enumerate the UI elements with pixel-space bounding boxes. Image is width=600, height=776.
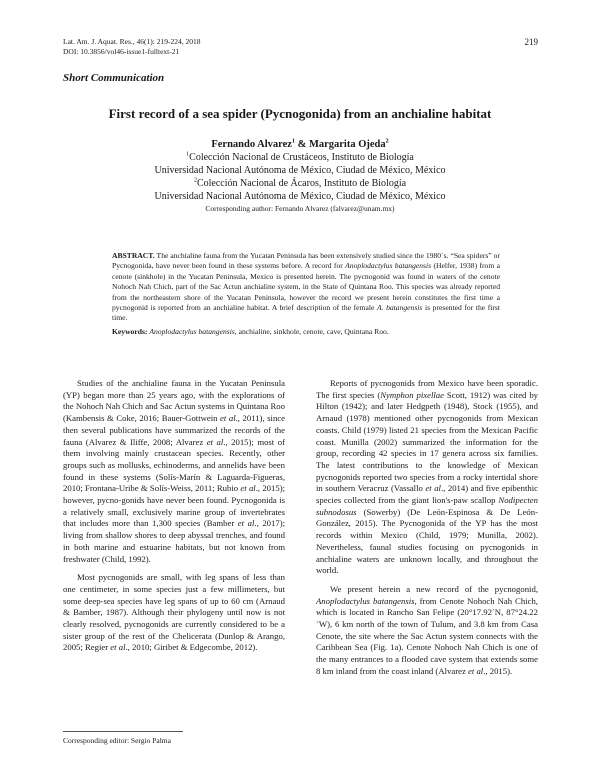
left-column: [63, 378, 285, 661]
author-1-sup: 1: [291, 138, 295, 145]
affiliation-2: [0, 177, 600, 190]
abstract-text: (Helfer, 1938) from a cenote (sinkhole) in the Yucatan Peninsula, Mexico is presented herein. The pycnogonid was found in waters of the cenote Nohoch Nah Chich, part of the Sac Actun anchialine system, in the State of Quintana Roo. This species was already reported from the northeastern shore of the Yucatan Peninsula, however the record we present herein constitutes the first time a pycnogonid is reported from an anchialine habitat. A brief description of the female: [112, 261, 500, 313]
body-text: ., 2010; Giribet & Edgecombe, 2012).: [125, 642, 258, 653]
abstract-species: Anoplodactylus batangensis: [345, 261, 432, 271]
author-block: [0, 138, 600, 214]
body-text: Studies of the anchialine fauna in the Yucatan Peninsula (YP) began more than 25 years ago, with the explorations of the Nohoch Nah Chich and Sac Actun systems in Quintana Roo (Kambensis & Coke, 2016; Bauer-Gottwein: [63, 378, 285, 424]
body-text: ., 2017); living from shallow shores to deep abyssal trenches, and found in both marine and estuarine habitats, but not known from freshwater (Child, 1992).: [63, 518, 285, 564]
right-column: [316, 378, 538, 685]
affiliation-2-line2: Universidad Nacional Autónoma de México, Ciudad de México, México: [154, 191, 446, 202]
body-italic: et al: [468, 665, 484, 676]
body-text: ., 2015).: [483, 665, 513, 676]
body-text: Most pycnogonids are small, with leg spans of less than one centimeter, in some species just a few millimeters, but some deep-sea species have leg spans of up to 60 cm (Arnaud & Bamber, 1987). Although their phylogeny until now is not clearly resolved, pycnogonids are currently considered to be a sister group of the rest of the Chelicerata (Dunlop & Arango, 2005; Regier: [63, 572, 285, 653]
section-label: Short Communication: [63, 72, 165, 84]
body-text: ., 2011), since then several publications have summarized the records of the fauna (Alvarez & Iliffe, 2008; Alvarez: [63, 413, 286, 447]
affiliation-2-sup: 2: [193, 177, 197, 184]
body-text: Scott, 1912) was cited by Hilton (1942); and later Hedgpeth (1948), Stock (1955), and Arnaud (1978) mentioned other pycnogonids from Mexican coasts. Child (1979) listed 21 species from the Mexican Pacific coast. Munilla (2002) summarized the information for the group, recording 42 species in 17 genera across six families. The latest contributions to the knowledge of Mexican pycnogonids reported two species from a rocky intertidal shore in southern Veracruz (Vassallo: [316, 389, 539, 494]
paragraph: [316, 378, 538, 577]
body-text: Reports of pycnogonids from Mexico have been sporadic. The first species (: [316, 378, 538, 400]
paragraph: [63, 378, 285, 565]
affiliation-1: [0, 151, 600, 164]
keywords-label: Keywords:: [112, 327, 150, 336]
abstract-text: is presented for the first time.: [112, 303, 500, 323]
keywords-list: , anchialine, sinkhole, cenote, cave, Quintana Roo.: [234, 327, 389, 336]
journal-volume: Lat. Am. J. Aquat. Res., 46(1): 219-224, 2018: [63, 37, 201, 46]
affiliation-1-line2: Universidad Nacional Autónoma de México, Ciudad de México, México: [154, 165, 446, 176]
body-italic: et al: [110, 642, 126, 653]
body-italic: et al: [240, 483, 256, 494]
affiliation-1-sup: 1: [186, 151, 190, 158]
body-italic: et al: [425, 483, 441, 494]
body-italic: Anoplodactylus batangensis: [316, 595, 415, 606]
paragraph: [63, 572, 285, 654]
journal-citation: [63, 37, 201, 56]
body-italic: et al: [237, 518, 255, 529]
body-text: (Sowerby) (De León-Espinosa & De León-González, 2015). The Pycnogonida of the YP has the most records within Mexico (Child, 1979; Munilla, 2002). Nevertheless, faunal studies focusing on pycnogonids in anchialine waters are unknown locally, and throughout the world.: [316, 506, 538, 576]
abstract-text: The anchialine fauna from the Yucatan Peninsula has been extensively studied since the 1980´s. “Sea spiders” or Pycnogonida, have never been found in these systems before. A record for: [112, 251, 500, 271]
author-line: [0, 138, 600, 151]
abstract-species: A. batangensis: [376, 303, 423, 313]
affiliation-2-line1: Colección Nacional de Ácaros, Instituto de Biología: [196, 178, 407, 189]
body-italic: Nymphon pixellae: [380, 389, 444, 400]
keywords: [112, 327, 500, 337]
author-2-sup: 2: [385, 138, 389, 145]
body-italic: Nodipecten subnodosus: [316, 495, 538, 517]
abstract: [112, 251, 500, 324]
body-text: ., 2015); however, pycno-gonids have never been found. Pycnogonida is a relatively small, exclusively marine group of invertebrates that includes more than 1,300 species (Bamber: [63, 483, 285, 529]
paper-title: First record of a sea spider (Pycnogonida) from an anchialine habitat: [108, 106, 492, 121]
keywords-species: Anoplodactylus batangensis: [149, 327, 235, 336]
doi: DOI: 10.3856/vol46-issue1-fulltext-21: [63, 46, 180, 56]
author-1: Fernando Alvarez: [211, 139, 292, 150]
corresponding-author: Corresponding author: Fernando Alvarez (falvarez@unam.mx): [205, 204, 395, 213]
body-text: ., 2014) and five epibenthic species collected from the giant lion's-paw scallop: [316, 483, 538, 506]
body-text: ., 2015); most of them involving mainly crustacean species. Recently, other groups such as mollusks, echinoderms, and annelids have been found in these systems (Solís-Marín & Laguarda-Figueras, 2010; Frontana-Uribe & Solís-Weiss, 2011; Rubio: [63, 436, 285, 494]
abstract-label: ABSTRACT.: [112, 251, 155, 260]
body-italic: et al: [206, 436, 224, 447]
body-text: , from Cenote Nohoch Nah Chich, which is located in Rancho San Felipe (20°17.92´N, 87°24.22´W), 6 km north of the town of Tulum, and 3.8 km from Casa Cenote, the site where the Sac Actun system connects with the Caribbean Sea (Fig. 1a). Cenote Nohoch Nah Chich is one of the many entrances to a flooded cave system that extends some 8 km inland from the coast inland (Alvarez: [316, 595, 538, 676]
footnote-divider: [63, 731, 183, 732]
affiliation-1-line1: Colección Nacional de Crustáceos, Instituto de Biología: [189, 152, 414, 163]
paragraph: [316, 584, 538, 678]
body-text: We present herein a new record of the pycnogonid,: [330, 583, 538, 594]
page-number: 219: [524, 37, 538, 47]
author-separator: &: [294, 139, 309, 150]
footnote-editor: Corresponding editor: Sergio Palma: [63, 736, 171, 745]
author-2: Margarita Ojeda: [308, 139, 386, 150]
body-italic: et al: [220, 413, 236, 424]
